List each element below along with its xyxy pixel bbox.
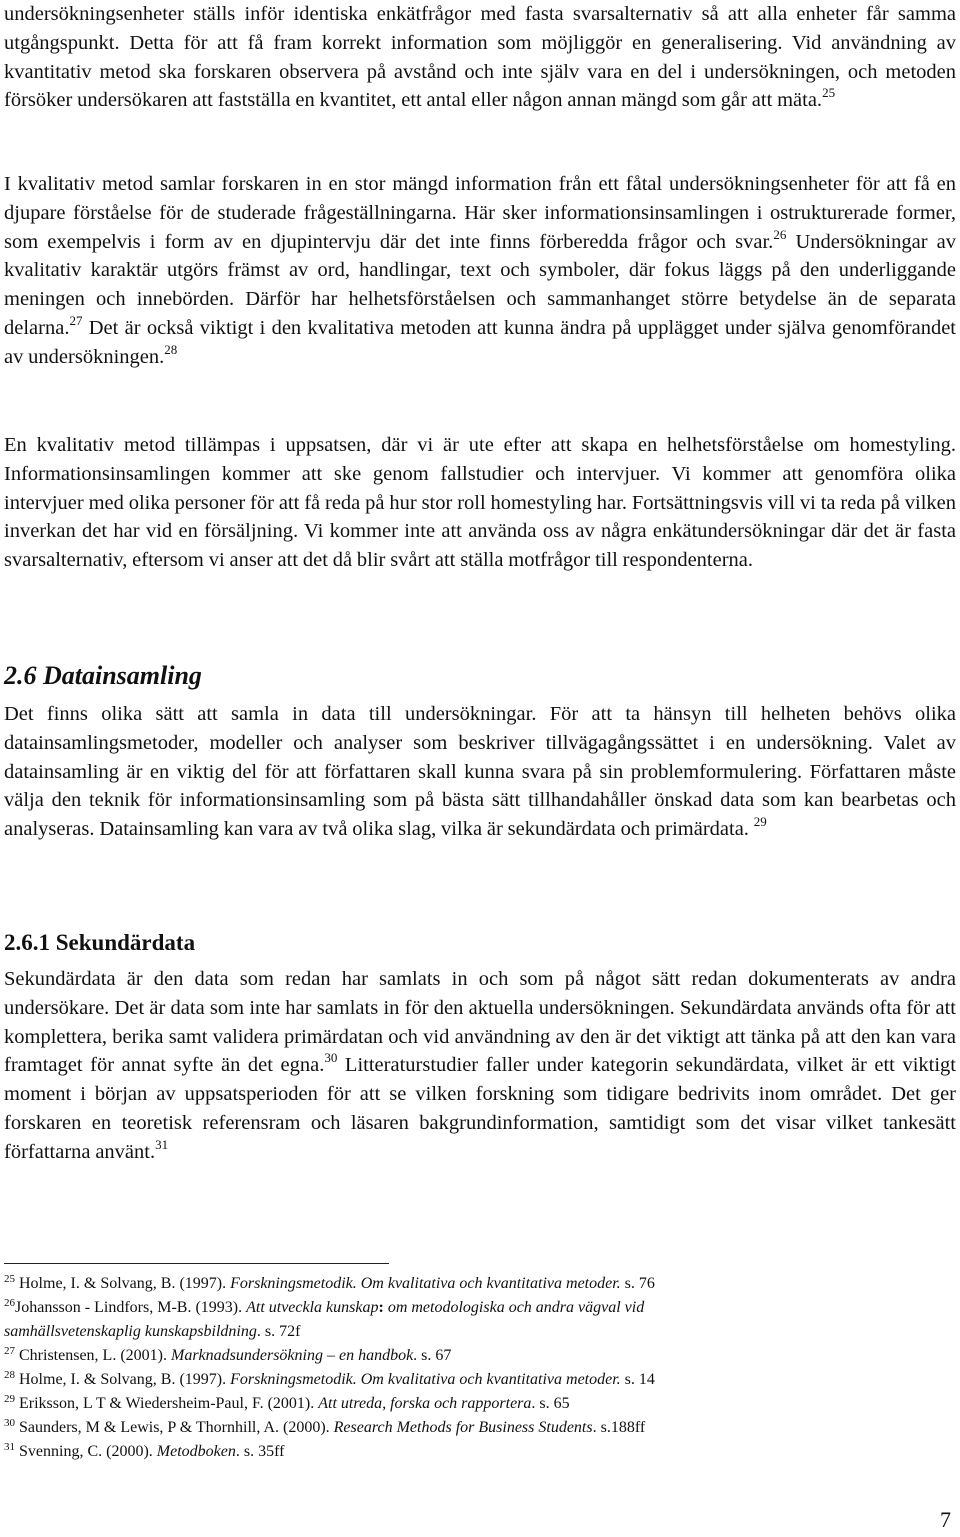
paragraph-text: Det är också viktigt i den kvalitativa metoden att kunna ändra på upplägget under själva genomförandet av undersökningen. xyxy=(4,316,956,368)
footnote-ref: 27 xyxy=(69,312,83,328)
footnote-29: $^{29}$ Eriksson, L T & Wiedersheim-Paul, F. (2001). Att utreda, forska och rapportera. s. 65 xyxy=(4,1393,570,1412)
paragraph-text: Sekundärdata är den data som redan har samlats in och som på något sätt redan dokumenterats av andra undersökare. Det är data som inte har samlats in för den aktuella undersökningen. Sekundärdata används ofta för att komplettera, berika samt validera primärdatan och vid användning av den är det viktigt att tänka på att den kan vara framtaget för annat syfte än det egna. xyxy=(4,968,956,1077)
footnote-divider xyxy=(4,1263,389,1264)
paragraph-text: Litteraturstudier faller under kategorin sekundärdata, vilket är ett viktigt moment i början av uppsatsperioden för att se vilken forskning som tidigare bedrivits inom området. Det ger forskaren en teoretisk referensram och läsaren bakgrundinformation, samtidigt som det visar vilket tankesätt författarna använt. xyxy=(4,1054,956,1163)
paragraph-text: Undersökningar av kvalitativ karaktär utgörs främst av ord, handlingar, text och symboler, där fokus läggs på den underliggande meningen och innebörden. Därför har helhetsförståelsen och sammanhanget större betydelse än de separata delarna. xyxy=(4,230,956,339)
footnote-ref: 28 xyxy=(164,341,178,357)
footnote-ref: 25 xyxy=(822,85,836,101)
section-sekundardata xyxy=(4,928,956,1167)
footnote-30: $^{30}$ Saunders, M & Lewis, P & Thornhill, A. (2000). Research Methods for Business Students. s.188ff xyxy=(4,1417,646,1436)
paragraph-text: I kvalitativ metod samlar forskaren in en stor mängd information från ett fåtal undersökningsenheter för att få en djupare förståelse för de studerade frågeställningarna. Här sker informationsinsamlingen i ostrukturerade former, som exempelvis i form av en djupintervju där det inte finns förberedda frågor och svar. xyxy=(4,173,956,253)
paragraph-text: undersökningsenheter ställs inför identiska enkätfrågor med fasta svarsalternativ så att alla enheter får samma utgångspunkt. Detta för att få fram korrekt information som möjliggör en generalisering. Vid användning av kvantitativ metod ska forskaren observera på avstånd och inte själv vara en del i undersökningen, och metoden försöker undersökaren att fastställa en kvantitet, ett antal eller någon annan mängd som går att mäta. xyxy=(4,3,956,112)
footnote-ref: 26 xyxy=(773,226,787,242)
footnote-ref: 29 xyxy=(753,814,767,830)
subsection-heading: 2.6.1 Sekundärdata xyxy=(4,930,196,955)
paragraph-method-choice xyxy=(4,431,956,575)
footnote-28: $^{28}$ Holme, I. & Solvang, B. (1997). Forskningsmetodik. Om kvalitativa och kvantitativa metoder. s. 14 xyxy=(4,1369,655,1388)
footnote-ref: 31 xyxy=(155,1136,169,1152)
paragraph-text: Det finns olika sätt att samla in data till undersökningar. För att ta hänsyn till helheten behövs olika datainsamlingsmetoder, modeller och analyser som beskriver tillvägagångssättet i en undersökning. Valet av datainsamling är en viktig del för att författaren skall kunna svara på sin problemformulering. Författaren måste välja den teknik för informationsinsamling som på bästa sätt tillhandahåller önskad data som kan bearbetas och analyseras. Datainsamling kan vara av två olika slag, vilka är sekundärdata och primärdata. xyxy=(4,703,956,841)
footnote-25: $^{25}$ Holme, I. & Solvang, B. (1997). Forskningsmetodik. Om kvalitativa och kvantitativa metoder. s. 76 xyxy=(4,1273,655,1292)
page-number: 7 xyxy=(940,1507,951,1532)
section-heading: 2.6 Datainsamling xyxy=(4,661,202,690)
footnote-26-continued: samhällsvetenskaplig kunskapsbildning. s. 72f xyxy=(4,1323,301,1340)
paragraph-quantitative-method xyxy=(4,0,956,115)
footnote-27: $^{27}$ Christensen, L. (2001). Marknadsundersökning – en handbok. s. 67 xyxy=(4,1345,452,1364)
footnotes xyxy=(4,1272,956,1464)
section-datainsamling xyxy=(4,660,956,844)
paragraph-qualitative-method xyxy=(4,170,956,372)
footnote-ref: 30 xyxy=(324,1050,338,1066)
footnote-31: $^{31}$ Svenning, C. (2000). Metodboken. s. 35ff xyxy=(4,1441,285,1460)
paragraph-text: En kvalitativ metod tillämpas i uppsatsen, där vi är ute efter att skapa en helhetsförståelse om homestyling. Informationsinsamlingen kommer att ske genom fallstudier och intervjuer. Vi kommer att genomföra olika intervjuer med olika personer för att få reda på hur stor roll homestyling har. Fortsättningsvis vill vi ta reda på vilken inverkan det har vid en försäljning. Vi kommer inte att använda oss av några enkätundersökningar där det är fasta svarsalternativ, eftersom vi anser att det då blir svårt att ställa motfrågor till respondenterna. xyxy=(4,434,956,572)
footnote-26: $^{26}$Johansson - Lindfors, M-B. (1993). Att utveckla kunskap: om metodologiska och andra vägval vid xyxy=(4,1297,645,1316)
